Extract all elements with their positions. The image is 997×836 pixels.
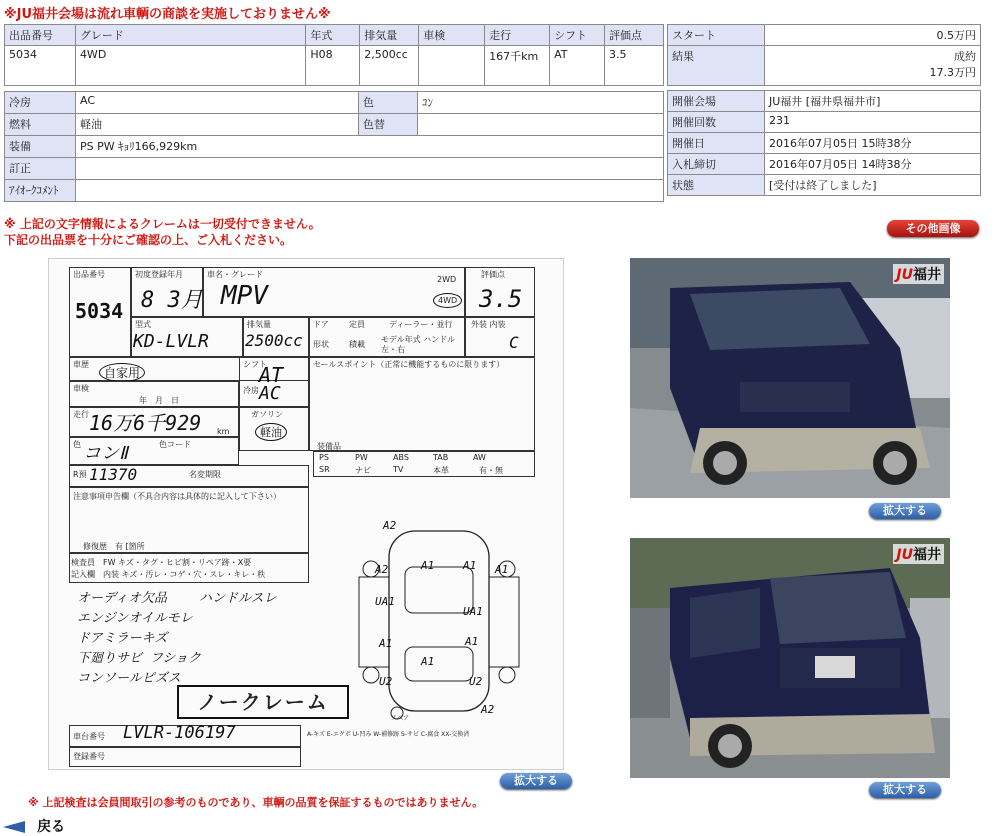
- venue-label: 状態: [668, 175, 765, 196]
- spec-header: 車検: [419, 25, 485, 46]
- venue-value: JU福井 [福井県福井市]: [765, 91, 981, 112]
- spec-table: [4, 24, 664, 86]
- spec-value-row: [5, 46, 664, 86]
- sheet-vin-label: 車台番号: [73, 732, 105, 741]
- detail-label: 冷房: [5, 92, 76, 114]
- details-row: [5, 180, 664, 202]
- sheet-recycle: 11370: [89, 465, 138, 484]
- sheet-handle-label: モデル年式 ハンドル 左・右: [381, 335, 456, 354]
- sheet-equip-item: SR: [319, 465, 330, 474]
- sheet-reg-label: 登録番号: [73, 752, 105, 761]
- spec-value: 2,500cc: [360, 46, 419, 86]
- detail-value: PS PW ｷｮﾘ166,929km: [76, 136, 664, 158]
- car-damage-diagram: [349, 517, 529, 727]
- photo-brand-ju: JU: [896, 267, 913, 283]
- sheet-model-label: 型式: [135, 320, 151, 329]
- sheet-mileage-unit: km: [217, 427, 230, 436]
- other-images-button[interactable]: その他画像: [887, 220, 979, 237]
- sheet-equip-item: PS: [319, 453, 329, 462]
- sheet-equip-item: ABS: [393, 453, 409, 462]
- sheet-mileage-label: 走行: [73, 410, 89, 419]
- venue-value: 231: [765, 112, 981, 133]
- spec-header-row: [5, 25, 664, 46]
- detail-label: ｱｲｵｰｸｺﾒﾝﾄ: [5, 180, 76, 202]
- spec-value: 3.5: [605, 46, 664, 86]
- sheet-equip-item: 本革: [433, 466, 449, 475]
- venue-value: 2016年07月05日 15時38分: [765, 133, 981, 154]
- rear-photo-zoom-button[interactable]: 拡大する: [869, 782, 941, 798]
- sheet-recycle-label: R預: [73, 470, 87, 479]
- sheet-first-reg-label: 初度登録年月: [135, 270, 183, 279]
- damage-mark: U2: [379, 675, 393, 688]
- sheet-equip-item: ナビ: [355, 466, 371, 475]
- details-row: [5, 92, 664, 114]
- sheet-shift-label: シフト: [243, 360, 267, 369]
- sheet-color: コンⅡ: [83, 443, 128, 464]
- sheet-inspect-label: 車検: [73, 384, 89, 393]
- photo-brand-text: 福井: [913, 547, 941, 563]
- sheet-use-label: 車歴: [73, 360, 89, 369]
- details-row: [5, 136, 664, 158]
- damage-mark: A2: [383, 519, 397, 532]
- sheet-repair-label: 修復歴 有 [箇所: [83, 542, 145, 551]
- sheet-tax-label: 名変期限: [189, 470, 221, 479]
- result-value: [765, 46, 981, 86]
- back-label[interactable]: 戻る: [37, 819, 65, 835]
- sheet-fuel-label: ガソリン: [251, 410, 283, 419]
- sheet-shape-label: 形状: [313, 340, 329, 349]
- auction-sheet-image[interactable]: [48, 258, 564, 770]
- front-photo-zoom-button[interactable]: 拡大する: [869, 503, 941, 519]
- photo-brand-front: [893, 264, 944, 284]
- sheet-equip-item: TV: [393, 465, 404, 474]
- sheet-equip-item: TAB: [433, 453, 449, 462]
- detail-value: ｺﾝ: [418, 92, 664, 114]
- detail-value: [76, 158, 664, 180]
- sheet-first-reg: 8 3月: [141, 288, 203, 313]
- spec-value: 4WD: [75, 46, 305, 86]
- sheet-name: MPV: [221, 281, 268, 311]
- sheet-legend: A-キズ E-エクボ U-凹み W-補修跡 S-サビ C-腐食 XX-交換済: [307, 731, 470, 738]
- car-photo-front[interactable]: [630, 258, 950, 498]
- sheet-use: 自家用: [99, 363, 145, 382]
- sheet-note: オーディオ欠品: [77, 591, 167, 606]
- result-label: スタート: [668, 25, 765, 46]
- sheet-note: エンジンオイルモレ: [77, 611, 193, 626]
- claim-warning: [4, 216, 321, 248]
- sheet-note: ドアミラーキズ: [77, 631, 168, 646]
- sheet-equip-item: PW: [355, 453, 368, 462]
- venue-row: [668, 175, 981, 196]
- sheet-caution-label: 注意事項申告欄（不具合内容は具体的に記入して下さい）: [73, 492, 281, 501]
- result-status: 成約: [954, 50, 976, 63]
- sheet-inspector-label: 検査員 記入欄: [71, 558, 95, 579]
- sheet-lot-label: 出品番号: [73, 270, 105, 279]
- sheet-zoom-button[interactable]: 拡大する: [500, 773, 572, 789]
- sheet-ac: AC: [259, 383, 281, 404]
- result-value: 0.5万円: [765, 25, 981, 46]
- detail-label: 訂正: [5, 158, 76, 180]
- sheet-equip-item: AW: [473, 453, 486, 462]
- venue-value: 2016年07月05日 14時38分: [765, 154, 981, 175]
- spec-value: 5034: [5, 46, 76, 86]
- photo-brand-text: 福井: [913, 267, 941, 283]
- damage-mark: A1: [463, 559, 477, 572]
- details-row: [5, 114, 664, 136]
- venue-row: [668, 133, 981, 154]
- damage-mark: UA1: [375, 595, 395, 608]
- venue-status: [受付は終了しました]: [765, 175, 981, 196]
- details-table: [4, 91, 664, 202]
- spec-value: [419, 46, 485, 86]
- sheet-note: コンソールピズス: [77, 671, 181, 686]
- claim-warning-line2: 下記の出品票を十分にご確認の上、ご入札ください。: [4, 233, 293, 247]
- detail-value: 軽油: [76, 114, 359, 136]
- venue-label: 開催会場: [668, 91, 765, 112]
- claim-warning-line1: ※ 上記の文字情報によるクレームは一切受付できません。: [4, 217, 321, 231]
- damage-mark: A1: [495, 563, 509, 576]
- photo-brand-rear: [893, 544, 944, 564]
- sheet-inspect-format: 年 月 日: [139, 396, 179, 405]
- damage-mark: A1: [421, 559, 435, 572]
- sheet-no-claim-stamp: ノークレーム: [177, 685, 349, 719]
- notice-text: ※JU福井会場は流れ車輌の商談を実施しておりません※: [4, 7, 331, 22]
- damage-mark: A2: [375, 563, 389, 576]
- spec-value: H08: [306, 46, 360, 86]
- result-price: 17.3万円: [929, 66, 976, 79]
- sheet-lot: 5034: [75, 299, 124, 323]
- sheet-mileage: 16万6千929: [89, 411, 202, 435]
- sheet-equip-label: 装備品: [317, 442, 341, 451]
- sheet-model: KD-LVLR: [133, 331, 209, 352]
- spec-header: 走行: [485, 25, 550, 46]
- venue-row: [668, 112, 981, 133]
- detail-label: 装備: [5, 136, 76, 158]
- sheet-load-label: 積載: [349, 340, 365, 349]
- sheet-vin: LVLR-106197: [123, 723, 236, 743]
- sheet-note: 下廻りサビ フショク: [77, 651, 202, 666]
- car-photo-rear-graphic: [630, 538, 950, 778]
- spec-header: 年式: [306, 25, 360, 46]
- detail-value: [76, 180, 664, 202]
- sheet-drive-2wd: 2WD: [437, 275, 457, 284]
- back-arrow-icon: [3, 821, 25, 833]
- damage-mark: UA1: [463, 605, 483, 618]
- venue-label: 開催日: [668, 133, 765, 154]
- spec-header: グレード: [75, 25, 305, 46]
- sheet-color-code-label: 色コード: [159, 440, 191, 449]
- sheet-eval: 3.5: [479, 285, 523, 313]
- spec-header: 出品番号: [5, 25, 76, 46]
- sheet-color-label: 色: [73, 440, 81, 449]
- detail-value: [418, 114, 664, 136]
- result-row: [668, 25, 981, 46]
- sheet-dealer-label: ディーラー・並行: [389, 320, 453, 329]
- detail-label: 色替: [359, 114, 418, 136]
- venue-table: [667, 90, 981, 196]
- details-row: [5, 158, 664, 180]
- sheet-fuel: 軽油: [255, 423, 287, 441]
- sheet-sales-label: セールスポイント（正常に機能するものに限ります）: [313, 360, 505, 369]
- result-row: [668, 46, 981, 86]
- sheet-sales-box: [309, 357, 535, 451]
- result-label: 結果: [668, 46, 765, 86]
- car-photo-rear[interactable]: [630, 538, 950, 778]
- detail-label: 燃料: [5, 114, 76, 136]
- back-link[interactable]: [3, 816, 65, 834]
- sheet-equip-item: 有・無: [479, 466, 503, 475]
- spec-header: シフト: [550, 25, 605, 46]
- sheet-ac-label: 冷房: [243, 386, 259, 395]
- sheet-note: ハンドルスレ: [199, 591, 277, 606]
- photo-brand-ju: JU: [896, 547, 913, 563]
- inspection-disclaimer: ※ 上記検査は会員間取引の参考のものであり、車輌の品質を保証するものではありません。: [28, 796, 484, 809]
- sheet-eval-label: 評価点: [481, 270, 505, 279]
- spec-value: AT: [550, 46, 605, 86]
- sheet-cap-label: 定員: [349, 320, 365, 329]
- sheet-insp-fw: FW キズ・タグ・ヒビ割・リペア跡・X要: [103, 558, 252, 567]
- venue-label: 入札締切: [668, 154, 765, 175]
- venue-row: [668, 91, 981, 112]
- sheet-disp-label: 排気量: [247, 320, 271, 329]
- spec-value: 167千km: [485, 46, 550, 86]
- venue-label: 開催回数: [668, 112, 765, 133]
- damage-mark: A2: [481, 703, 495, 716]
- damage-mark: U2: [469, 675, 483, 688]
- detail-label: 色: [359, 92, 418, 114]
- sheet-drive-4wd: 4WD: [433, 293, 462, 308]
- sheet-name-label: 車名・グレード: [207, 270, 263, 279]
- result-table: [667, 24, 981, 86]
- sheet-shift: AT: [259, 363, 284, 387]
- spare-label: スペア: [391, 715, 410, 722]
- venue-row: [668, 154, 981, 175]
- spec-header: 排気量: [360, 25, 419, 46]
- damage-mark: A1: [421, 655, 435, 668]
- sheet-door-label: ドア: [313, 320, 329, 329]
- sheet-ext-int: C: [509, 333, 519, 352]
- sheet-disp: 2500cc: [245, 331, 303, 350]
- spec-header: 評価点: [605, 25, 664, 46]
- sheet-ext-int-label: 外装 内装: [471, 320, 506, 329]
- damage-mark: A1: [465, 635, 479, 648]
- sheet-insp-in: 内装 キズ・汚レ・コゲ・穴・スレ・キレ・秩: [103, 570, 266, 579]
- detail-value: AC: [76, 92, 359, 114]
- car-photo-front-graphic: [630, 258, 950, 498]
- damage-mark: A1: [379, 637, 393, 650]
